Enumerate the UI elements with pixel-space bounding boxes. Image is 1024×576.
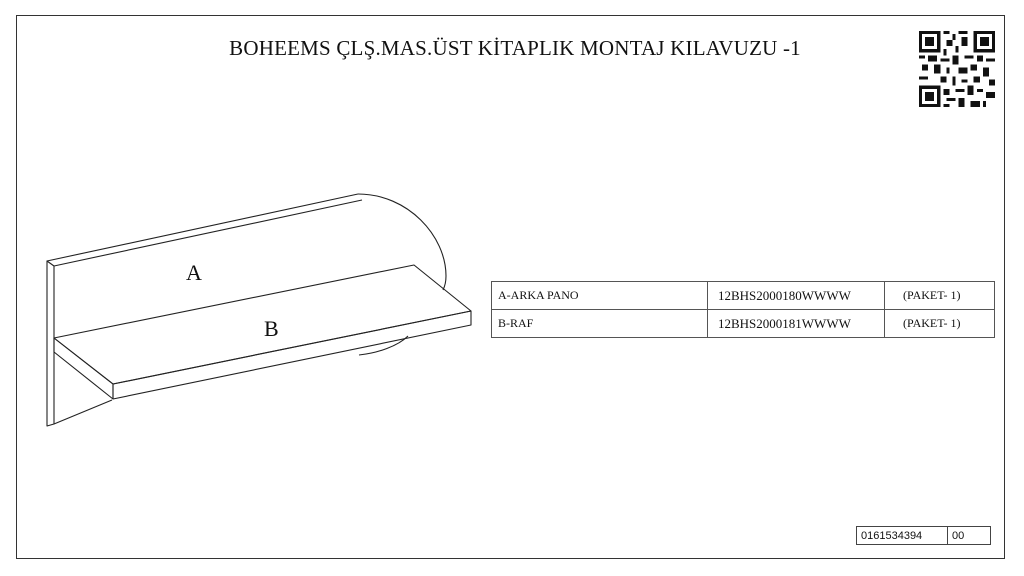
back-panel-left-edge [47,261,54,426]
part-name: A-ARKA PANO [492,282,708,310]
part-code: 12BHS2000181WWWW [708,310,885,338]
shelf-front-face [113,311,471,399]
part-package: (PAKET- 1) [885,282,995,310]
part-code: 12BHS2000180WWWW [708,282,885,310]
page-title: BOHEEMS ÇLŞ.MAS.ÜST KİTAPLIK MONTAJ KILAVUZU -1 [229,36,801,60]
back-panel-arc-lower [359,336,408,355]
back-panel-arc [358,194,446,290]
back-panel-bottom-edge [54,400,112,424]
part-b-label: B [264,316,279,341]
table-row [492,310,995,338]
part-name: B-RAF [492,310,708,338]
revision-number: 00 [948,527,991,545]
back-panel-top-edge [47,194,362,266]
shelf-top-face [54,265,471,384]
document-number: 0161534394 [857,527,948,545]
shelf-left-face [54,338,113,399]
part-package: (PAKET- 1) [885,310,995,338]
part-a-label: A [186,260,202,285]
table-row [492,282,995,310]
document-number-box [856,526,991,545]
parts-table [491,281,995,338]
